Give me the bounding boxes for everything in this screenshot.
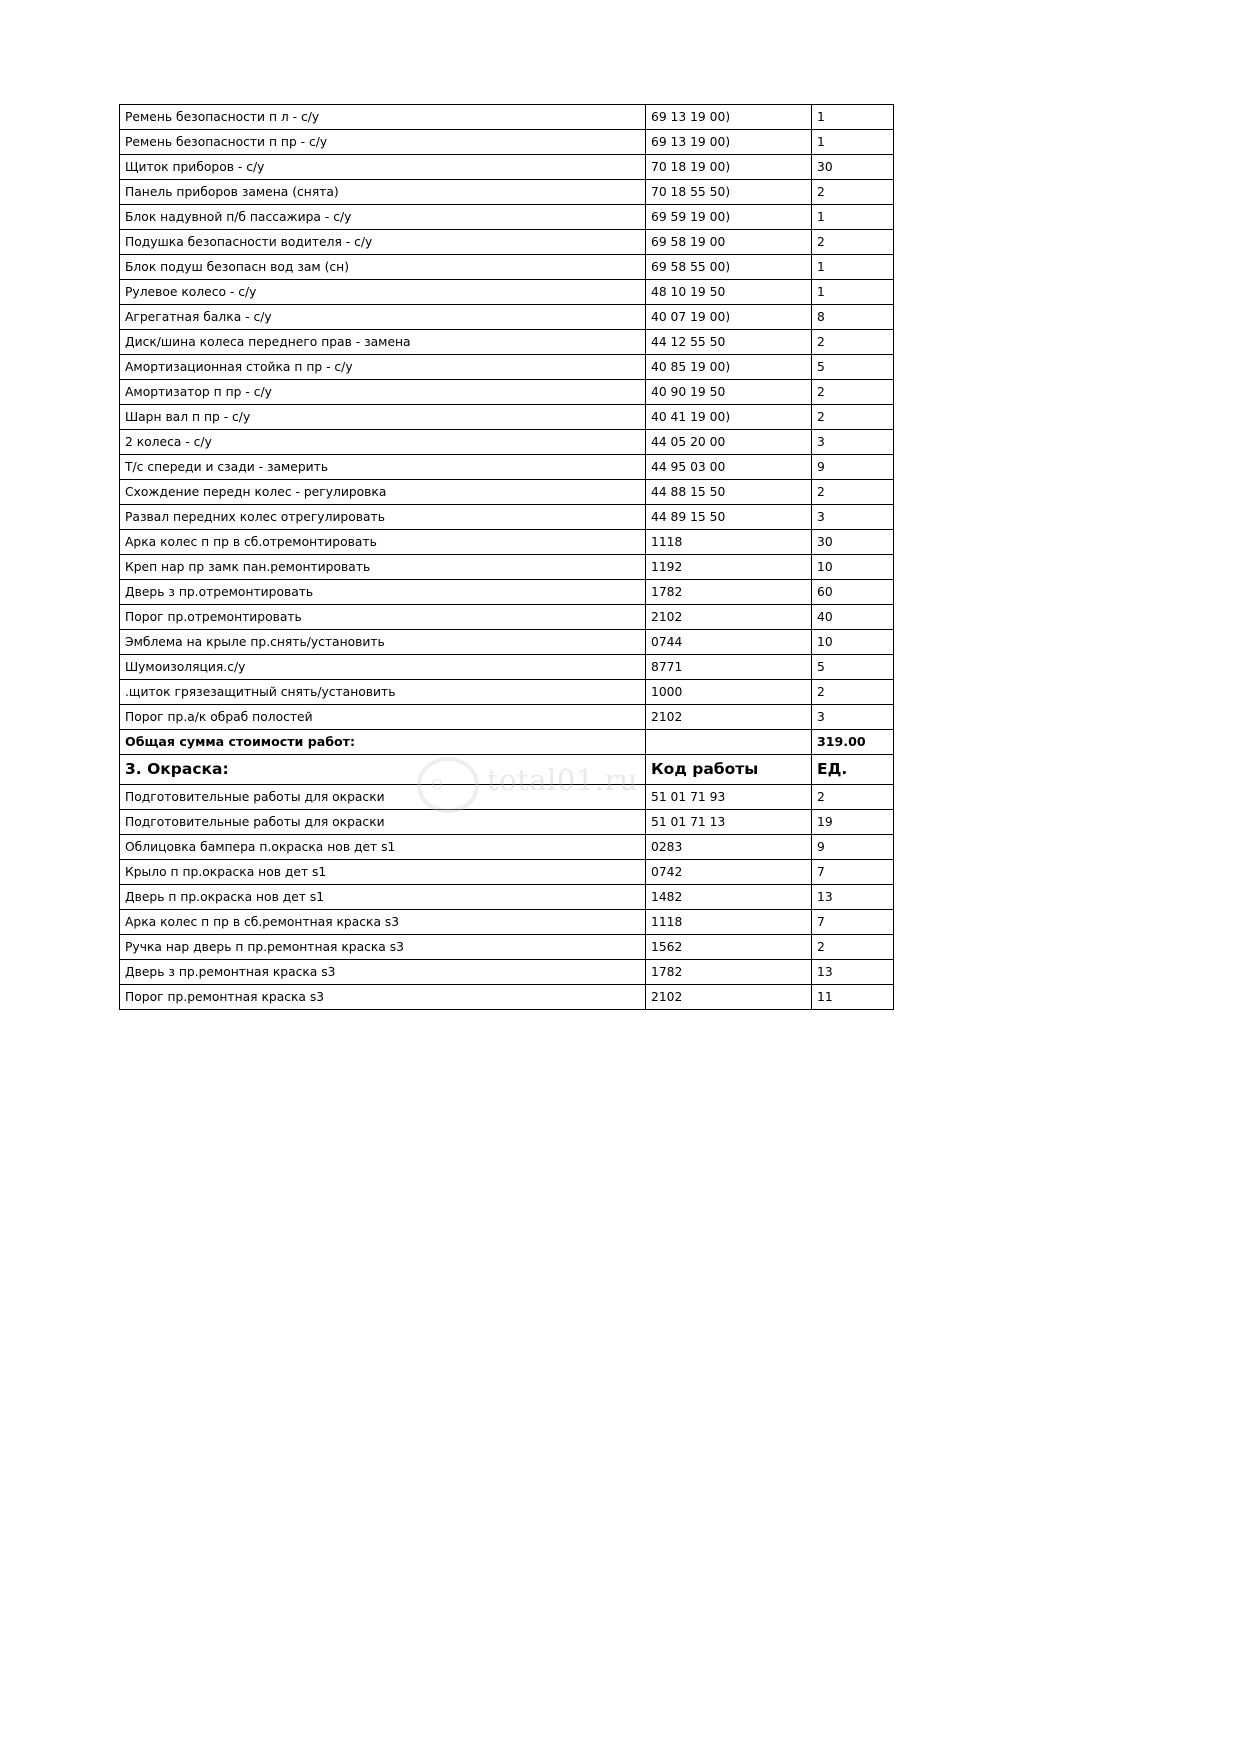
table-row (120, 230, 894, 255)
table-row (120, 885, 894, 910)
work-unit: 40 (812, 605, 894, 630)
work-code: 1192 (646, 555, 812, 580)
work-code: 51 01 71 93 (646, 785, 812, 810)
table-row (120, 180, 894, 205)
work-code: 40 85 19 00) (646, 355, 812, 380)
table-row (120, 935, 894, 960)
work-code: 1562 (646, 935, 812, 960)
work-name: Дверь з пр.ремонтная краска s3 (120, 960, 646, 985)
work-code: 69 58 19 00 (646, 230, 812, 255)
work-code: 48 10 19 50 (646, 280, 812, 305)
work-name: Шумоизоляция.с/у (120, 655, 646, 680)
work-name: Эмблема на крыле пр.снять/установить (120, 630, 646, 655)
table-row (120, 605, 894, 630)
table-row (120, 835, 894, 860)
table-row (120, 580, 894, 605)
work-name: Креп нар пр замк пан.ремонтировать (120, 555, 646, 580)
work-name: Облицовка бампера п.окраска нов дет s1 (120, 835, 646, 860)
work-code: 2102 (646, 605, 812, 630)
work-unit: 2 (812, 785, 894, 810)
work-name: Диск/шина колеса переднего прав - замена (120, 330, 646, 355)
table-row (120, 705, 894, 730)
table-row (120, 305, 894, 330)
work-code: 44 88 15 50 (646, 480, 812, 505)
work-unit: 2 (812, 405, 894, 430)
work-name: Агрегатная балка - с/у (120, 305, 646, 330)
work-unit: 10 (812, 630, 894, 655)
work-name: Т/с спереди и сзади - замерить (120, 455, 646, 480)
work-code: 40 07 19 00) (646, 305, 812, 330)
work-unit: 1 (812, 205, 894, 230)
table-row (120, 480, 894, 505)
work-unit: 19 (812, 810, 894, 835)
work-code: 2102 (646, 705, 812, 730)
work-name: Амортизатор п пр - с/у (120, 380, 646, 405)
work-name: Подготовительные работы для окраски (120, 810, 646, 835)
work-code: 44 95 03 00 (646, 455, 812, 480)
table-row (120, 630, 894, 655)
work-code: 44 89 15 50 (646, 505, 812, 530)
work-unit: 2 (812, 180, 894, 205)
work-code: 69 13 19 00) (646, 105, 812, 130)
work-code: 0283 (646, 835, 812, 860)
work-name: Рулевое колесо - с/у (120, 280, 646, 305)
work-unit: 30 (812, 155, 894, 180)
total-value: 319.00 (812, 730, 894, 755)
table-row (120, 105, 894, 130)
work-unit: 8 (812, 305, 894, 330)
work-name: Развал передних колес отрегулировать (120, 505, 646, 530)
column-header-unit: ЕД. (812, 755, 894, 785)
work-unit: 9 (812, 835, 894, 860)
work-unit: 2 (812, 380, 894, 405)
work-code: 40 90 19 50 (646, 380, 812, 405)
section-title: 3. Окраска: (120, 755, 646, 785)
table-row (120, 730, 894, 755)
work-unit: 11 (812, 985, 894, 1010)
work-code: 69 59 19 00) (646, 205, 812, 230)
table-row (120, 330, 894, 355)
work-unit: 3 (812, 430, 894, 455)
table-row (120, 430, 894, 455)
work-code: 1118 (646, 910, 812, 935)
table-row (120, 380, 894, 405)
column-header-code: Код работы (646, 755, 812, 785)
table-row (120, 810, 894, 835)
table-row (120, 405, 894, 430)
work-name: Арка колес п пр в сб.ремонтная краска s3 (120, 910, 646, 935)
table-row (120, 505, 894, 530)
table-row (120, 755, 894, 785)
work-unit: 7 (812, 860, 894, 885)
work-unit: 3 (812, 505, 894, 530)
work-name: Панель приборов замена (снята) (120, 180, 646, 205)
work-name: Подготовительные работы для окраски (120, 785, 646, 810)
work-name: Амортизационная стойка п пр - с/у (120, 355, 646, 380)
work-unit: 1 (812, 130, 894, 155)
work-unit: 1 (812, 105, 894, 130)
work-code: 2102 (646, 985, 812, 1010)
repair-works-table (119, 104, 894, 1010)
table-row (120, 205, 894, 230)
work-unit: 2 (812, 230, 894, 255)
work-name: 2 колеса - с/у (120, 430, 646, 455)
work-code: 44 05 20 00 (646, 430, 812, 455)
work-unit: 2 (812, 480, 894, 505)
work-unit: 5 (812, 655, 894, 680)
work-code: 69 13 19 00) (646, 130, 812, 155)
work-name: Общая сумма стоимости работ: (120, 730, 646, 755)
work-code: 1482 (646, 885, 812, 910)
work-code: 70 18 55 50) (646, 180, 812, 205)
work-code: 1118 (646, 530, 812, 555)
work-name: Крыло п пр.окраска нов дет s1 (120, 860, 646, 885)
work-unit: 30 (812, 530, 894, 555)
work-code: 0744 (646, 630, 812, 655)
work-code: 70 18 19 00) (646, 155, 812, 180)
work-name: Схождение передн колес - регулировка (120, 480, 646, 505)
work-name: Щиток приборов - с/у (120, 155, 646, 180)
table-row (120, 655, 894, 680)
table-body (120, 105, 894, 1010)
work-unit: 13 (812, 960, 894, 985)
work-name: Шарн вал п пр - с/у (120, 405, 646, 430)
work-unit: 9 (812, 455, 894, 480)
work-name: .щиток грязезащитный снять/установить (120, 680, 646, 705)
table-row (120, 680, 894, 705)
table-row (120, 280, 894, 305)
work-unit: 1 (812, 280, 894, 305)
work-code: 1782 (646, 960, 812, 985)
work-name: Порог пр.ремонтная краска s3 (120, 985, 646, 1010)
work-code: 69 58 55 00) (646, 255, 812, 280)
work-code: 0742 (646, 860, 812, 885)
table-row (120, 455, 894, 480)
work-name: Ручка нар дверь п пр.ремонтная краска s3 (120, 935, 646, 960)
table-row (120, 785, 894, 810)
watermark-mark: o (431, 770, 444, 794)
work-name: Подушка безопасности водителя - с/у (120, 230, 646, 255)
table-row (120, 985, 894, 1010)
work-code: 51 01 71 13 (646, 810, 812, 835)
work-code (646, 730, 812, 755)
work-unit: 10 (812, 555, 894, 580)
work-name: Блок надувной п/б пассажира - с/у (120, 205, 646, 230)
work-code: 1000 (646, 680, 812, 705)
work-name: Арка колес п пр в сб.отремонтировать (120, 530, 646, 555)
table-row (120, 155, 894, 180)
work-unit: 13 (812, 885, 894, 910)
table-row (120, 860, 894, 885)
work-name: Ремень безопасности п л - с/у (120, 105, 646, 130)
table-row (120, 130, 894, 155)
work-name: Дверь з пр.отремонтировать (120, 580, 646, 605)
work-name: Порог пр.отремонтировать (120, 605, 646, 630)
watermark-text: total01.ru (487, 763, 638, 797)
work-unit: 60 (812, 580, 894, 605)
table-row (120, 530, 894, 555)
table-row (120, 960, 894, 985)
table-row (120, 555, 894, 580)
work-unit: 1 (812, 255, 894, 280)
work-code: 44 12 55 50 (646, 330, 812, 355)
work-code: 40 41 19 00) (646, 405, 812, 430)
table-row (120, 910, 894, 935)
work-unit: 7 (812, 910, 894, 935)
work-name: Порог пр.а/к обраб полостей (120, 705, 646, 730)
work-name: Дверь п пр.окраска нов дет s1 (120, 885, 646, 910)
work-unit: 2 (812, 935, 894, 960)
work-unit: 2 (812, 330, 894, 355)
work-unit: 2 (812, 680, 894, 705)
work-code: 1782 (646, 580, 812, 605)
work-unit: 3 (812, 705, 894, 730)
table-row (120, 355, 894, 380)
work-name: Блок подуш безопасн вод зам (сн) (120, 255, 646, 280)
work-unit: 5 (812, 355, 894, 380)
work-code: 8771 (646, 655, 812, 680)
work-name: Ремень безопасности п пр - с/у (120, 130, 646, 155)
table-row (120, 255, 894, 280)
